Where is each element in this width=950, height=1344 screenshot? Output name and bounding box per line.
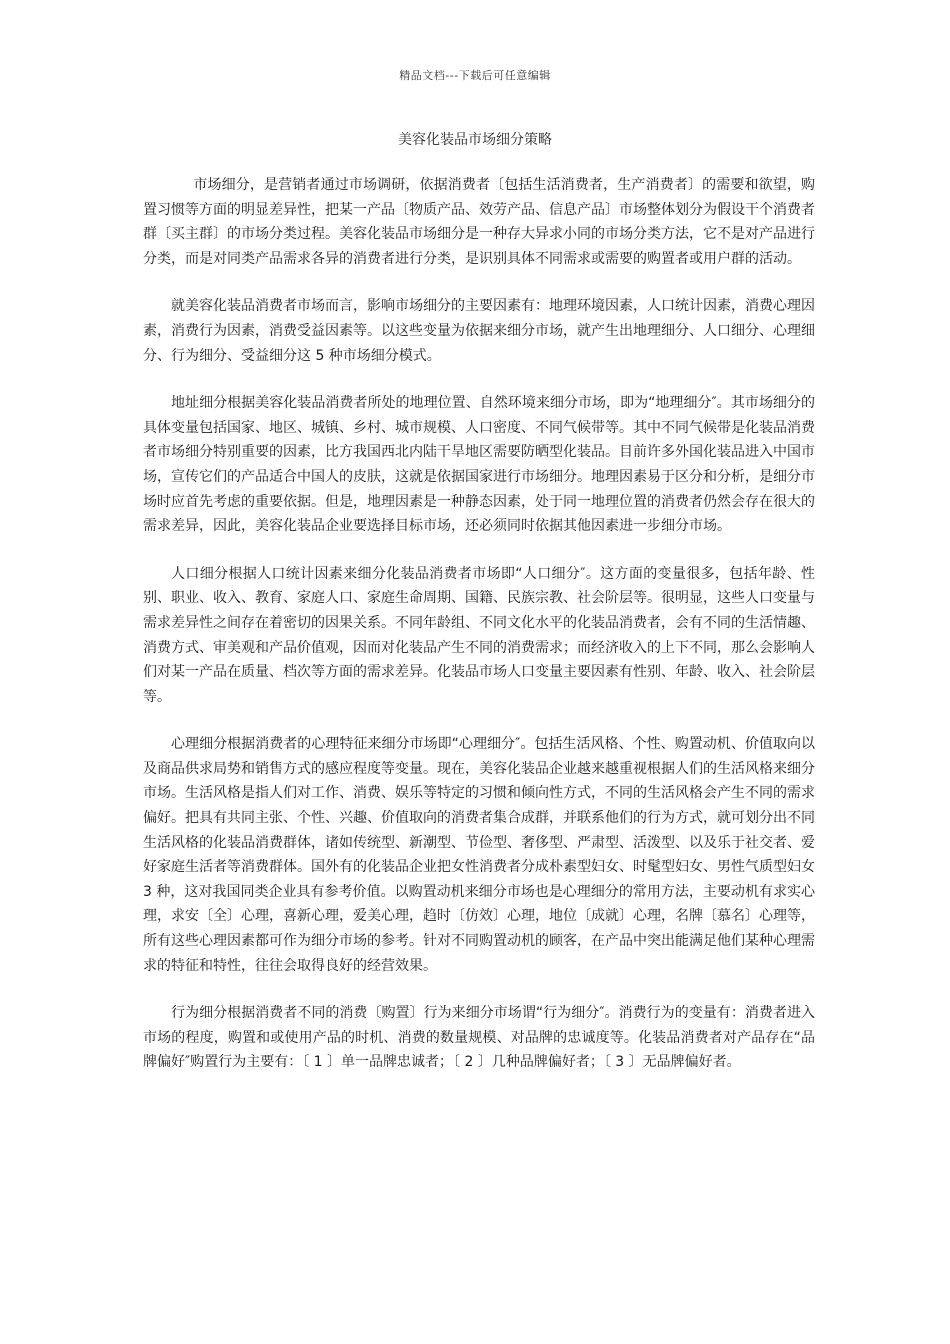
paragraph-geographic-segmentation: 地址细分根据美容化装品消费者所处的地理位置、自然环境来细分市场，即为“地理细分″。其市场细分的具体变量包括国家、地区、城镇、乡村、城市规模、人口密度、不同气候带等。其中不同气候带是化装品消费者市场细分特别重要的因素，比方我国西北内陆干旱地区需要防晒型化装品。目前许多外国化装品进入中国市场，宣传它们的产品适合中国人的皮肤，这就是依据国家进行市场细分。地理因素易于区分和分析，是细分市场时应首先考虑的重要依据。但是，地理因素是一种静态因素，处于同一地理位置的消费者仍然会存在很大的需求差异，因此，美容化装品企业要选择目标市场，还必须同时依据其他因素进一步细分市场。	[143, 395, 815, 535]
paragraph-segmentation-factors: 就美容化装品消费者市场而言，影响市场细分的主要因素有：地理环境因素，人口统计因素，消费心理因素，消费行为因素，消费受益因素等。以这些变量为依据来细分市场，就产生出地理细分、人口细分、心理细分、行为细分、受益细分这 5 种市场细分模式。	[143, 298, 815, 364]
paragraph-behavioral-segmentation: 行为细分根据消费者不同的消费〔购置〕行为来细分市场谓“行为细分″。消费行为的变量有：消费者进入市场的程度，购置和或使用产品的时机、消费的数量规模、对品牌的忠诚度等。化装品消费者对产品存在“品牌偏好″购置行为主要有：〔 1 〕单一品牌忠诚者；〔 2 〕几种品牌偏好者；〔 3 〕无品牌偏好者。	[143, 1005, 815, 1071]
paragraph-demographic-segmentation: 人口细分根据人口统计因素来细分化装品消费者市场即“人口细分″。这方面的变量很多，包括年龄、性别、职业、收入、教育、家庭人口、家庭生命周期、国籍、民族宗教、社会阶层等。很明显，这些人口变量与需求差异性之间存在着密切的因果关系。不同年龄组、不同文化水平的化装品消费者，会有不同的生活情趣、消费方式、审美观和产品价值观，因而对化装品产生不同的消费需求；而经济收入的上下不同，那么会影响人们对某一产品在质量、档次等方面的需求差异。化装品市场人口变量主要因素有性别、年龄、收入、社会阶层等。	[143, 565, 815, 705]
header-note: 精品文档---下载后可任意编辑	[399, 69, 551, 82]
paragraph-psychographic-segmentation: 心理细分根据消费者的心理特征来细分市场即“心理细分″。包括生活风格、个性、购置动机、价值取向以及商品供求局势和销售方式的感应程度等变量。现在，美容化装品企业越来越重视根据人们的生活风格来细分市场。生活风格是指人们对工作、消费、娱乐等特定的习惯和倾向性方式，不同的生活风格会产生不同的需求偏好。把具有共同主张、个性、兴趣、价值取向的消费者集合成群，并联系他们的行为方式，就可划分出不同生活风格的化装品消费群体，诸如传统型、新潮型、节俭型、奢侈型、严肃型、活泼型、以及乐于社交者、爱好家庭生活者等消费群体。国外有的化装品企业把女性消费者分成朴素型妇女、时髦型妇女、男性气质型妇女 3 种，这对我国同类企业具有参考价值。以购置动机来细分市场也是心理细分的常用方法，主要动机有求实心理，求安〔全〕心理，喜新心理，爱美心理，趋时〔仿效〕心理，地位〔成就〕心理，名牌〔慕名〕心理等，所有这些心理因素都可作为细分市场的参考。针对不同购置动机的顾客，在产品中突出能满足他们某种心理需求的特征和特性，往往会取得良好的经营效果。	[143, 736, 815, 974]
document-body	[143, 173, 815, 1098]
document-title: 美容化装品市场细分策略	[398, 132, 552, 148]
paragraph-market-segmentation-definition: 市场细分，是营销者通过市场调研，依据消费者〔包括生活消费者，生产消费者〕的需要和欲望，购置习惯等方面的明显差异性，把某一产品〔物质产品、效劳产品、信息产品〕市场整体划分为假设干个消费者群〔买主群〕的市场分类过程。美容化装品市场细分是一种存大异求小同的市场分类方法，它不是对产品进行分类，而是对同类产品需求各异的消费者进行分类，是识别具体不同需求或需要的购置者或用户群的活动。	[143, 177, 815, 267]
